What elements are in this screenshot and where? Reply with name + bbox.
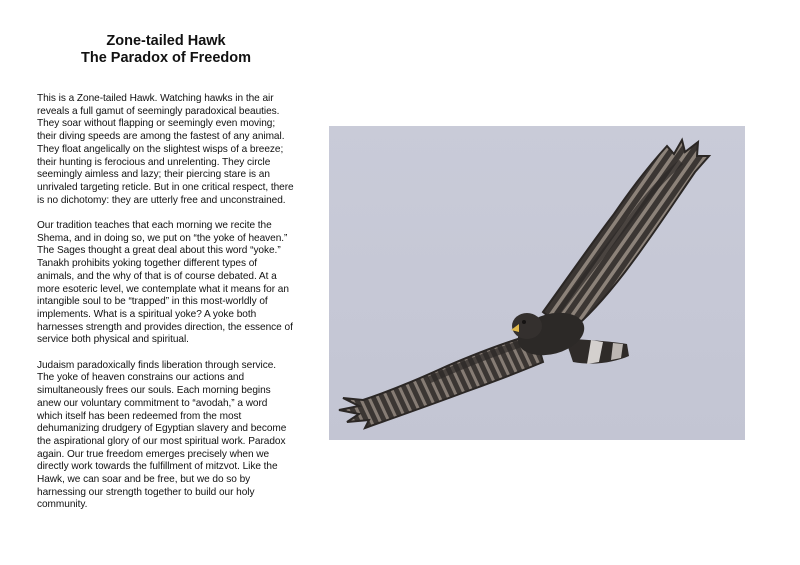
left-wing: [339, 334, 543, 428]
article-body: [37, 93, 295, 525]
paragraph-2: Our tradition teaches that each morning we recite the Shema, and in doing so, we put on “the yoke of heaven.” The Sages thought a great deal about this word “yoke.” Tanakh prohibits yoking together different types of animals, and the why of that is of course debated. At a more esoteric level, we contemplate what it means for an intangible soul to be “trapped” in this most-worldly of implements. What is a spiritual yoke? A yoke both harnesses strength and provides direction, the essence of service both physical and spiritual.: [37, 220, 293, 346]
right-wing: [543, 140, 709, 332]
title-line-2: The Paradox of Freedom: [80, 50, 251, 66]
page-title: [30, 33, 302, 67]
title-line-1: Zone-tailed Hawk: [106, 33, 226, 49]
paragraph-3: Judaism paradoxically finds liberation through service. The yoke of heaven constrains our actions and simultaneously frees our souls. Each morning begins anew our voluntary commitment to “avodah,” a word which itself has been redeemed from the most dehumanizing drudgery of Egyptian slavery and become the aspirational glory of our most spiritual work. Paradox again. Our true freedom emerges precisely when we directly work towards the fulfillment of mitzvot. Like the Hawk, we can soar and be free, but we do so by harnessing our strength together to build our holy community.: [37, 359, 287, 511]
paragraph-1: This is a Zone-tailed Hawk. Watching hawks in the air reveals a full gamut of seemingly paradoxical beauties. They soar without flapping or seemingly even moving; their diving speeds are among the fastest of any animal. They float angelically on the slightest wisps of a breeze; their hunting is ferocious and unrelenting. They circle seemingly aimless and lazy; their piercing stare is an unrivaled targeting reticle. But in one critical respect, there is no dichotomy: they are utterly free and unconstrained.: [37, 93, 294, 206]
hawk-photo: [329, 126, 745, 440]
hawk-illustration: [329, 126, 745, 440]
